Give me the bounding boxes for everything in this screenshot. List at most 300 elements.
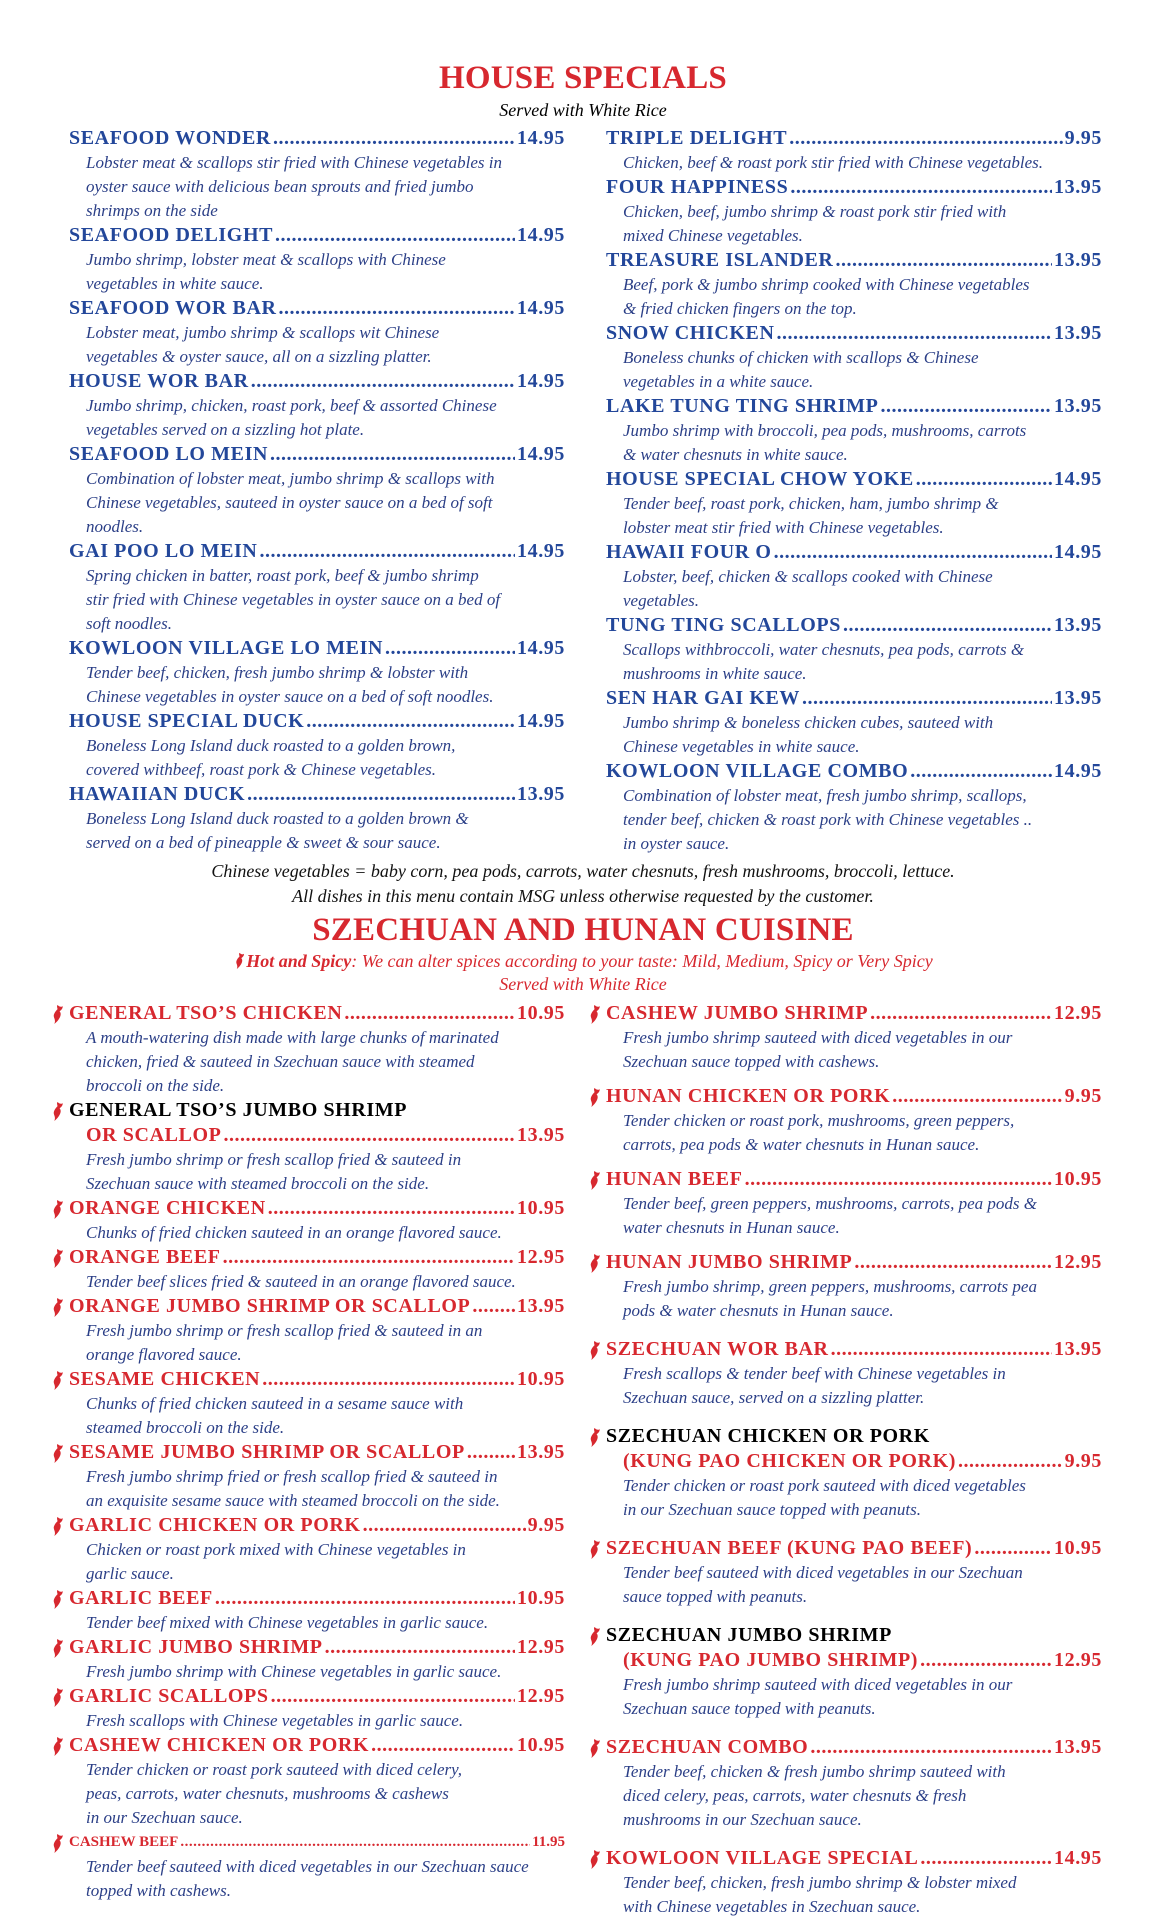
menu-item-tung-ting-scallops: [606, 613, 1102, 686]
dish-description-line: noodles.: [86, 517, 144, 536]
dish-name: HOUSE WOR BAR: [69, 370, 249, 392]
dish-description-line: chicken, fried & sauteed in Szechuan sauce with steamed: [86, 1052, 475, 1071]
dish-description-line: Szechuan sauce topped with peanuts.: [623, 1699, 876, 1718]
chili-pepper-icon: [50, 1687, 65, 1708]
dish-description-line: carrots, pea pods & water chesnuts in Hunan sauce.: [623, 1135, 980, 1154]
dish-description-line: Tender beef mixed with Chinese vegetables in garlic sauce.: [86, 1613, 489, 1632]
dot-leader: [892, 1084, 1062, 1109]
dish-description-line: Beef, pork & jumbo shrimp cooked with Chinese vegetables: [623, 275, 1030, 294]
dish-header: [606, 686, 1102, 711]
dish-description-line: Lobster meat & scallops stir fried with Chinese vegetables in: [86, 153, 503, 172]
dish-description-line: Fresh jumbo shrimp sauteed with diced vegetables in our: [623, 1028, 1013, 1047]
dish-description-line: Jumbo shrimp, lobster meat & scallops with Chinese: [86, 250, 446, 269]
dot-leader: [215, 1586, 515, 1611]
dish-description-line: shrimps on the side: [86, 201, 218, 220]
dish-description-line: Tender beef, roast pork, chicken, ham, jumbo shrimp &: [623, 494, 999, 513]
menu-item-kowloon-village-special: [606, 1846, 1102, 1919]
chili-pepper-icon: [50, 1004, 65, 1025]
dish-name: SZECHUAN BEEF (KUNG PAO BEEF): [606, 1537, 973, 1559]
dish-description-line: Boneless Long Island duck roasted to a golden brown &: [86, 809, 469, 828]
dish-name: GARLIC JUMBO SHRIMP: [69, 1636, 323, 1658]
dish-name: SEAFOOD WOR BAR: [69, 297, 277, 319]
dish-name: HOUSE SPECIAL CHOW YOKE: [606, 468, 914, 490]
dish-description-line: Combination of lobster meat, fresh jumbo shrimp, scallops,: [623, 786, 1027, 805]
dish-price: 14.95: [517, 297, 565, 319]
chili-pepper-icon: [50, 1101, 65, 1122]
dish-header: [606, 1735, 1102, 1760]
dot-leader: [247, 782, 515, 807]
dish-description-line: Chicken, beef, jumbo shrimp & roast pork stir fried with: [623, 202, 1007, 221]
dish-description-line: mushrooms in white sauce.: [623, 664, 807, 683]
dot-leader: [385, 636, 515, 661]
dot-leader: [831, 1337, 1052, 1362]
dish-description-line: lobster meat stir fried with Chinese vegetables.: [623, 518, 944, 537]
dot-leader: [344, 1001, 515, 1026]
dish-price: 14.95: [1054, 760, 1102, 782]
dish-name: ORANGE CHICKEN: [69, 1197, 266, 1219]
dish-header: [69, 1586, 565, 1611]
dot-leader: [467, 1440, 515, 1465]
dish-price: 12.95: [517, 1685, 565, 1707]
menu-item-triple-delight: [606, 126, 1102, 175]
dot-leader: [774, 540, 1052, 565]
menu-item-treasure-islander: [606, 248, 1102, 321]
dish-description-line: in our Szechuan sauce topped with peanuts.: [623, 1500, 921, 1519]
chili-pepper-icon: [50, 1638, 65, 1659]
dish-description-line: vegetables in white sauce.: [86, 274, 264, 293]
dot-leader: [472, 1294, 515, 1319]
dish-header: [69, 1635, 565, 1660]
dish-name: HUNAN JUMBO SHRIMP: [606, 1251, 853, 1273]
dish-name-line1: GENERAL TSO’S JUMBO SHRIMP: [69, 1099, 408, 1121]
dish-price: 9.95: [527, 1514, 565, 1536]
dish-header: [606, 1846, 1102, 1871]
dish-header: [69, 442, 565, 467]
dish-price: 13.95: [517, 1295, 565, 1317]
dish-description-line: Jumbo shrimp & boneless chicken cubes, sauteed with: [623, 713, 994, 732]
chili-pepper-icon: [587, 1170, 602, 1191]
dish-name: SEAFOOD WONDER: [69, 127, 271, 149]
dot-leader: [843, 613, 1052, 638]
dish-header: [606, 175, 1102, 200]
menu-item-cashew-beef: [69, 1830, 565, 1903]
chili-pepper-icon: [587, 1539, 602, 1560]
dish-name: HOUSE SPECIAL DUCK: [69, 710, 305, 732]
dot-leader: [325, 1635, 515, 1660]
dish-price: 12.95: [1054, 1649, 1102, 1671]
spicy-text: : We can alter spices according to your taste: Mild, Medium, Spicy or Very Spicy: [351, 951, 933, 971]
dish-price: 14.95: [517, 443, 565, 465]
dish-description-line: Fresh jumbo shrimp or fresh scallop fried & sauteed in: [86, 1150, 462, 1169]
spicy-label: Hot and Spicy: [246, 951, 352, 971]
dish-name: GARLIC SCALLOPS: [69, 1685, 269, 1707]
menu-item-sen-har-gai-kew: [606, 686, 1102, 759]
dish-price: 10.95: [1054, 1168, 1102, 1190]
dish-description-line: Fresh jumbo shrimp fried or fresh scallop fried & sauteed in: [86, 1467, 498, 1486]
dish-description-line: Fresh jumbo shrimp sauteed with diced vegetables in our: [623, 1675, 1013, 1694]
dish-description-line: vegetables in a white sauce.: [623, 372, 814, 391]
dot-leader: [363, 1513, 526, 1538]
dish-description-line: in oyster sauce.: [623, 834, 730, 853]
dish-price: 14.95: [1054, 468, 1102, 490]
dish-header: [606, 1084, 1102, 1109]
dish-description-line: mushrooms in our Szechuan sauce.: [623, 1810, 862, 1829]
dish-description-line: & fried chicken fingers on the top.: [623, 299, 857, 318]
dish-name: ORANGE BEEF: [69, 1246, 221, 1268]
dish-name: ORANGE JUMBO SHRIMP OR SCALLOP: [69, 1295, 471, 1317]
dish-description-line: Chinese vegetables in white sauce.: [623, 737, 860, 756]
dish-description-line: with Chinese vegetables in Szechuan sauce.: [623, 1897, 921, 1916]
dot-leader: [371, 1733, 515, 1758]
dish-description-line: & water chesnuts in white sauce.: [623, 445, 848, 464]
house-served-note: Served with White Rice: [499, 100, 667, 120]
menu-item-sesame-chicken: [69, 1367, 565, 1440]
dish-price: 10.95: [517, 1368, 565, 1390]
house-specials-right-column: [606, 126, 1102, 856]
dot-leader: [835, 248, 1052, 273]
dish-header: [69, 223, 565, 248]
dish-description-line: topped with cashews.: [86, 1881, 231, 1900]
dish-description-line: Tender chicken or roast pork sauteed with diced celery,: [86, 1760, 462, 1779]
chili-pepper-icon: [50, 1199, 65, 1220]
dish-header: [606, 1648, 1102, 1673]
dish-header: [606, 759, 1102, 784]
menu-item-seafood-wonder: [69, 126, 565, 223]
dish-price: 14.95: [517, 224, 565, 246]
dish-price: 14.95: [1054, 1847, 1102, 1869]
house-specials-left-column: [69, 126, 565, 855]
dish-description-line: served on a bed of pineapple & sweet & sour sauce.: [86, 833, 441, 852]
dish-name: HUNAN CHICKEN OR PORK: [606, 1085, 891, 1107]
dish-header: [606, 467, 1102, 492]
dish-description-line: vegetables & oyster sauce, all on a sizzling platter.: [86, 347, 432, 366]
chili-pepper-icon: [587, 1340, 602, 1361]
dish-description-line: Fresh scallops with Chinese vegetables in garlic sauce.: [86, 1711, 464, 1730]
dish-description-line: Fresh jumbo shrimp with Chinese vegetables in garlic sauce.: [86, 1662, 502, 1681]
dish-header: [606, 248, 1102, 273]
dish-name: GAI POO LO MEIN: [69, 540, 258, 562]
menu-item-sesame-jumbo-shrimp-or-scallop: [69, 1440, 565, 1513]
chinese-vegetables-note: Chinese vegetables = baby corn, pea pods, carrots, water chesnuts, fresh mushrooms, broccoli, lettuce.: [211, 861, 955, 881]
dish-price: 10.95: [517, 1002, 565, 1024]
menu-item-cashew-chicken-or-pork: [69, 1733, 565, 1830]
menu-item-hunan-chicken-or-pork: [606, 1084, 1102, 1157]
chili-pepper-icon: [587, 1087, 602, 1108]
dot-leader: [270, 442, 515, 467]
chili-pepper-icon: [50, 1370, 65, 1391]
dish-header: [606, 613, 1102, 638]
dish-name: (KUNG PAO JUMBO SHRIMP): [623, 1649, 919, 1671]
dish-price: 13.95: [517, 783, 565, 805]
chili-pepper-icon: [50, 1248, 65, 1269]
dish-header: [606, 1337, 1102, 1362]
menu-item-szechuan-combo: [606, 1735, 1102, 1832]
szechuan-title: SZECHUAN AND HUNAN CUISINE: [312, 912, 854, 948]
menu-item-szechuan-chicken-or-pork-kung-pao-chicken-or-pork: [606, 1424, 1102, 1522]
dish-description-line: garlic sauce.: [86, 1564, 174, 1583]
menu-item-hawaiian-duck: [69, 782, 565, 855]
dish-name-line1: SZECHUAN JUMBO SHRIMP: [606, 1624, 892, 1646]
dish-description-line: Tender chicken or roast pork sauteed with diced vegetables: [623, 1476, 1026, 1495]
dish-description-line: Jumbo shrimp, chicken, roast pork, beef & assorted Chinese: [86, 396, 497, 415]
menu-item-szechuan-jumbo-shrimp-kung-pao-jumbo-shrimp: [606, 1623, 1102, 1721]
menu-item-orange-beef: [69, 1245, 565, 1294]
chili-pepper-icon: [50, 1736, 65, 1757]
dish-price: 13.95: [1054, 322, 1102, 344]
dish-description-line: sauce topped with peanuts.: [623, 1587, 808, 1606]
dish-name: CASHEW JUMBO SHRIMP: [606, 1002, 869, 1024]
dish-name: SESAME JUMBO SHRIMP OR SCALLOP: [69, 1441, 465, 1463]
menu-item-snow-chicken: [606, 321, 1102, 394]
dot-leader: [870, 1001, 1052, 1026]
dish-name: TREASURE ISLANDER: [606, 249, 834, 271]
dot-leader: [790, 175, 1052, 200]
dish-name: SZECHUAN COMBO: [606, 1736, 809, 1758]
szechuan-served-note: Served with White Rice: [499, 974, 667, 994]
dish-price: 10.95: [517, 1197, 565, 1219]
dish-header: [69, 1830, 565, 1855]
dish-description-line: soft noodles.: [86, 614, 172, 633]
dish-price: 13.95: [517, 1124, 565, 1146]
dish-description-line: mixed Chinese vegetables.: [623, 226, 803, 245]
dish-description-line: an exquisite sesame sauce with steamed broccoli on the side.: [86, 1491, 500, 1510]
dot-leader: [275, 223, 515, 248]
dish-price: 14.95: [517, 710, 565, 732]
dish-description-line: Tender beef sauteed with diced vegetables in our Szechuan: [623, 1563, 1023, 1582]
chili-pepper-icon: [50, 1516, 65, 1537]
dish-header: [69, 1684, 565, 1709]
menu-item-hunan-jumbo-shrimp: [606, 1250, 1102, 1323]
dish-description-line: in our Szechuan sauce.: [86, 1808, 243, 1827]
chili-pepper-icon: [587, 1626, 602, 1647]
dish-price: 9.95: [1064, 127, 1102, 149]
dish-description-line: Jumbo shrimp with broccoli, pea pods, mushrooms, carrots: [623, 421, 1027, 440]
dish-price: 12.95: [517, 1246, 565, 1268]
dot-leader: [789, 126, 1062, 151]
dot-leader: [777, 321, 1052, 346]
dot-leader: [262, 1367, 515, 1392]
dish-description-line: Spring chicken in batter, roast pork, beef & jumbo shrimp: [86, 566, 479, 585]
dish-price: 10.95: [517, 1734, 565, 1756]
dish-header: [606, 126, 1102, 151]
dish-description-line: broccoli on the side.: [86, 1076, 225, 1095]
dish-price: 13.95: [1054, 614, 1102, 636]
dot-leader: [251, 369, 515, 394]
menu-item-seafood-lo-mein: [69, 442, 565, 539]
dish-name: CASHEW BEEF: [69, 1834, 179, 1850]
chili-pepper-icon: [50, 1297, 65, 1318]
menu-item-kowloon-village-combo: [606, 759, 1102, 856]
dot-leader: [223, 1123, 515, 1148]
menu-item-garlic-beef: [69, 1586, 565, 1635]
dish-price: 11.95: [532, 1834, 565, 1850]
dish-description-line: Szechuan sauce with steamed broccoli on the side.: [86, 1174, 430, 1193]
dish-description-line: Tender beef sauteed with diced vegetables in our Szechuan sauce: [86, 1857, 529, 1876]
dish-name: KOWLOON VILLAGE COMBO: [606, 760, 909, 782]
dish-header: [69, 1196, 565, 1221]
dish-price: 9.95: [1064, 1450, 1102, 1472]
dish-name: SZECHUAN WOR BAR: [606, 1338, 829, 1360]
dish-header: [69, 539, 565, 564]
dish-price: 13.95: [1054, 176, 1102, 198]
dish-description-line: Chinese vegetables in oyster sauce on a bed of soft noodles.: [86, 687, 494, 706]
dot-leader: [279, 296, 515, 321]
dish-price: 9.95: [1064, 1085, 1102, 1107]
chili-pepper-icon: [50, 1589, 65, 1610]
dish-description-line: Tender beef slices fried & sauteed in an orange flavored sauce.: [86, 1272, 516, 1291]
menu-item-gai-poo-lo-mein: [69, 539, 565, 636]
dish-header: [606, 321, 1102, 346]
dish-description-line: peas, carrots, water chesnuts, mushrooms & cashews: [86, 1784, 449, 1803]
dish-description-line: Chicken or roast pork mixed with Chinese vegetables in: [86, 1540, 466, 1559]
dish-price: 13.95: [1054, 1736, 1102, 1758]
szechuan-right-column: [606, 1001, 1102, 1919]
dish-header: [69, 1001, 565, 1026]
dish-price: 14.95: [517, 127, 565, 149]
menu-item-four-happiness: [606, 175, 1102, 248]
dish-description-line: orange flavored sauce.: [86, 1345, 242, 1364]
chili-pepper-icon: [587, 1849, 602, 1870]
dish-description-line: tender beef, chicken & roast pork with Chinese vegetables ..: [623, 810, 1033, 829]
dot-leader: [880, 394, 1052, 419]
dish-description-line: Chinese vegetables, sauteed in oyster sauce on a bed of soft: [86, 493, 493, 512]
dish-description-line: Szechuan sauce, served on a sizzling platter.: [623, 1388, 925, 1407]
menu-item-szechuan-wor-bar: [606, 1337, 1102, 1410]
dot-leader: [920, 1846, 1052, 1871]
dish-price: 13.95: [1054, 395, 1102, 417]
chili-pepper-icon: [587, 1004, 602, 1025]
menu-item-hunan-beef: [606, 1167, 1102, 1240]
dish-name: SNOW CHICKEN: [606, 322, 775, 344]
dish-description-line: oyster sauce with delicious bean sprouts and fried jumbo: [86, 177, 474, 196]
dish-description-line: Lobster, beef, chicken & scallops cooked with Chinese: [623, 567, 993, 586]
dish-header: [69, 1513, 565, 1538]
menu-item-kowloon-village-lo-mein: [69, 636, 565, 709]
dot-leader: [306, 709, 515, 734]
dish-header: [69, 1440, 565, 1465]
dot-leader: [271, 1684, 515, 1709]
dot-leader: [273, 126, 515, 151]
dish-name-line1: SZECHUAN CHICKEN OR PORK: [606, 1425, 930, 1447]
dish-description-line: Fresh jumbo shrimp or fresh scallop fried & sauteed in an: [86, 1321, 483, 1340]
menu-item-house-special-chow-yoke: [606, 467, 1102, 540]
menu-item-seafood-delight: [69, 223, 565, 296]
menu-item-house-special-duck: [69, 709, 565, 782]
dish-header: [606, 1536, 1102, 1561]
dish-name: OR SCALLOP: [86, 1124, 222, 1146]
dish-description-line: A mouth-watering dish made with large chunks of marinated: [86, 1028, 499, 1047]
dot-leader: [802, 686, 1052, 711]
dish-description-line: Chunks of fried chicken sauteed in a sesame sauce with: [86, 1394, 464, 1413]
dish-header: [69, 782, 565, 807]
dish-name: HUNAN BEEF: [606, 1168, 743, 1190]
dish-description-line: Scallops withbroccoli, water chesnuts, pea pods, carrots &: [623, 640, 1025, 659]
dish-price: 13.95: [517, 1441, 565, 1463]
dish-name: FOUR HAPPINESS: [606, 176, 789, 198]
menu-item-orange-jumbo-shrimp-or-scallop: [69, 1294, 565, 1367]
chili-pepper-icon: [587, 1738, 602, 1759]
menu-item-seafood-wor-bar: [69, 296, 565, 369]
dish-price: 14.95: [517, 370, 565, 392]
dish-name: GENERAL TSO’S CHICKEN: [69, 1002, 343, 1024]
dish-price: 14.95: [517, 637, 565, 659]
dish-name: TUNG TING SCALLOPS: [606, 614, 841, 636]
menu-item-hawaii-four-o: [606, 540, 1102, 613]
dot-leader: [974, 1536, 1052, 1561]
menu-item-general-tso-s-jumbo-shrimp-or-scallop: [69, 1098, 565, 1196]
dish-header: [69, 636, 565, 661]
dish-price: 12.95: [1054, 1251, 1102, 1273]
dish-name: SEAFOOD DELIGHT: [69, 224, 274, 246]
dish-price: 10.95: [517, 1587, 565, 1609]
house-specials-title: HOUSE SPECIALS: [439, 60, 727, 96]
dish-price: 12.95: [517, 1636, 565, 1658]
dish-description-line: water chesnuts in Hunan sauce.: [623, 1218, 840, 1237]
spicy-note: [0, 949, 1166, 973]
dot-leader: [916, 467, 1052, 492]
dish-name: LAKE TUNG TING SHRIMP: [606, 395, 879, 417]
dish-description-line: Chunks of fried chicken sauteed in an orange flavored sauce.: [86, 1223, 502, 1242]
dish-name: SEN HAR GAI KEW: [606, 687, 801, 709]
menu-item-garlic-jumbo-shrimp: [69, 1635, 565, 1684]
dish-description-line: vegetables served on a sizzling hot plate.: [86, 420, 365, 439]
dish-name: SEAFOOD LO MEIN: [69, 443, 269, 465]
dish-header: [69, 1245, 565, 1270]
dish-description-line: Boneless chunks of chicken with scallops & Chinese: [623, 348, 979, 367]
dish-description-line: Tender beef, chicken, fresh jumbo shrimp & lobster mixed: [623, 1873, 1017, 1892]
chili-pepper-icon: [50, 1833, 65, 1854]
dish-header: [69, 1367, 565, 1392]
menu-item-cashew-jumbo-shrimp: [606, 1001, 1102, 1074]
dish-description-line: Tender chicken or roast pork, mushrooms, green peppers,: [623, 1111, 1015, 1130]
menu-item-garlic-chicken-or-pork: [69, 1513, 565, 1586]
dish-description-line: steamed broccoli on the side.: [86, 1418, 285, 1437]
dot-leader: [910, 759, 1052, 784]
dish-description-line: vegetables.: [623, 591, 699, 610]
dish-header: [606, 1250, 1102, 1275]
dish-name: KOWLOON VILLAGE LO MEIN: [69, 637, 384, 659]
dish-price: 12.95: [1054, 1002, 1102, 1024]
dish-name: GARLIC BEEF: [69, 1587, 213, 1609]
menu-item-house-wor-bar: [69, 369, 565, 442]
dish-description-line: covered withbeef, roast pork & Chinese vegetables.: [86, 760, 436, 779]
dish-price: 10.95: [1054, 1537, 1102, 1559]
dish-name: HAWAIIAN DUCK: [69, 783, 246, 805]
dish-name: SESAME CHICKEN: [69, 1368, 261, 1390]
dot-leader: [745, 1167, 1052, 1192]
dish-price: 13.95: [1054, 249, 1102, 271]
dish-description-line: Fresh scallops & tender beef with Chinese vegetables in: [623, 1364, 1006, 1383]
dish-description-line: Chicken, beef & roast pork stir fried with Chinese vegetables.: [623, 153, 1044, 172]
dish-header: [69, 1733, 565, 1758]
dish-header: [69, 296, 565, 321]
dish-name: (KUNG PAO CHICKEN OR PORK): [623, 1450, 956, 1472]
dot-leader: [958, 1449, 1063, 1474]
dish-header: [69, 126, 565, 151]
dish-price: 13.95: [1054, 687, 1102, 709]
dish-description-line: Tender beef, chicken & fresh jumbo shrimp sauteed with: [623, 1762, 1006, 1781]
dot-leader: [268, 1196, 515, 1221]
dish-description-line: pods & water chesnuts in Hunan sauce.: [623, 1301, 894, 1320]
menu-item-garlic-scallops: [69, 1684, 565, 1733]
dish-header: [606, 540, 1102, 565]
dish-header: [606, 394, 1102, 419]
msg-note: All dishes in this menu contain MSG unless otherwise requested by the customer.: [292, 886, 874, 906]
dot-leader: [920, 1648, 1052, 1673]
chili-pepper-icon: [50, 1443, 65, 1464]
dish-name: GARLIC CHICKEN OR PORK: [69, 1514, 361, 1536]
chili-pepper-icon: [587, 1427, 602, 1448]
